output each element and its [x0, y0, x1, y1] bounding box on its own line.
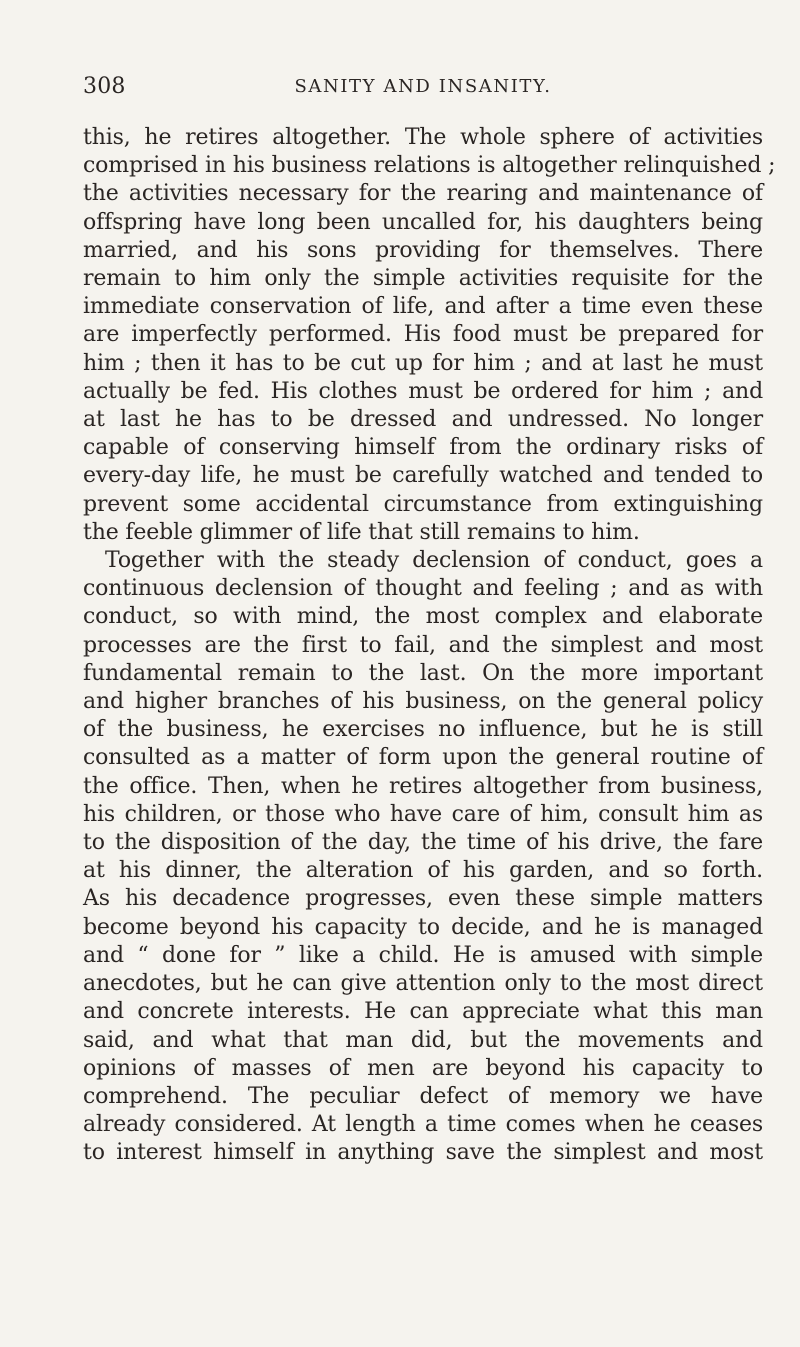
text-line: at last he has to be dressed and undressed. No longer [83, 407, 763, 433]
page-header [83, 74, 763, 104]
text-line: continuous declension of thought and feeling ; and as with [83, 576, 763, 602]
text-line: fundamental remain to the last. On the more important [83, 660, 763, 686]
text-line: this, he retires altogether. The whole sphere of activities [83, 125, 763, 150]
text-line: and concrete interests. He can appreciate what this man [83, 999, 763, 1025]
text-line: every-day life, he must be carefully watched and tended to [83, 463, 763, 489]
text-line: prevent some accidental circumstance from extinguishing [83, 491, 763, 517]
text-line: consulted as a matter of form upon the general routine of [83, 745, 763, 771]
text-line: comprised in his business relations is altogether relinquished ; [83, 153, 776, 179]
page-number: 308 [83, 74, 126, 99]
text-line: are imperfectly performed. His food must be prepared for [83, 322, 763, 348]
text-line: the activities necessary for the rearing and maintenance of [83, 181, 763, 207]
text-line: comprehend. The peculiar defect of memory we have [83, 1083, 763, 1109]
text-line: to interest himself in anything save the simplest and most [83, 1140, 763, 1166]
text-line: anecdotes, but he can give attention only to the most direct [83, 971, 763, 997]
text-line: offspring have long been uncalled for, his daughters being [83, 209, 763, 235]
text-line: married, and his sons providing for themselves. There [83, 237, 763, 263]
body-text [83, 124, 776, 1168]
text-line: actually be fed. His clothes must be ordered for him ; and [83, 378, 763, 404]
text-line: the office. Then, when he retires altogether from business, [83, 773, 763, 799]
text-line: him ; then it has to be cut up for him ; and at last he must [83, 350, 763, 376]
text-line: at his dinner, the alteration of his garden, and so forth. [83, 858, 763, 884]
text-line: become beyond his capacity to decide, and he is managed [83, 914, 763, 940]
text-line: opinions of masses of men are beyond his capacity to [83, 1055, 763, 1081]
text-line: and “ done for ” like a child. He is amused with simple [83, 942, 763, 968]
text-line: remain to him only the simple activities requisite for the [83, 266, 763, 292]
text-line: his children, or those who have care of him, consult him as [83, 801, 763, 827]
text-line: processes are the first to fail, and the simplest and most [83, 632, 763, 658]
text-line: to the disposition of the day, the time of his drive, the fare [83, 830, 763, 856]
text-line: said, and what that man did, but the movements and [83, 1027, 763, 1053]
text-line: As his decadence progresses, even these simple matters [83, 886, 763, 912]
text-line: capable of conserving himself from the ordinary risks of [83, 435, 763, 461]
text-line: and higher branches of his business, on the general policy [83, 689, 763, 715]
text-line: the feeble glimmer of life that still remains to him. [83, 519, 640, 545]
text-line: immediate conservation of life, and after a time even these [83, 294, 763, 320]
text-line: already considered. At length a time comes when he ceases [83, 1112, 763, 1138]
text-line: of the business, he exercises no influence, but he is still [83, 717, 763, 743]
text-line: Together with the steady declension of conduct, goes a [105, 548, 763, 574]
text-line: conduct, so with mind, the most complex and elaborate [83, 604, 763, 630]
running-head: SANITY AND INSANITY. [294, 76, 552, 97]
